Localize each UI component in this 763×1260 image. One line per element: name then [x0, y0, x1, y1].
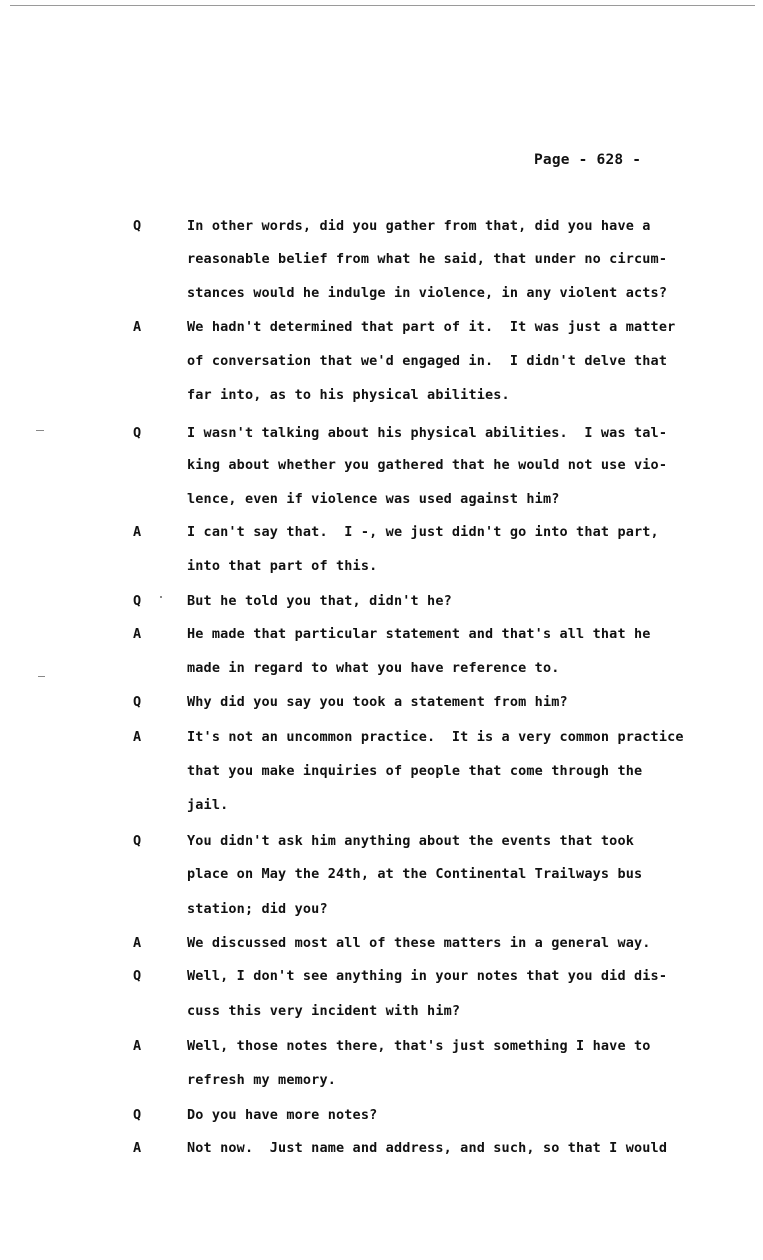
answer-text-line: far into, as to his physical abilities.	[187, 387, 510, 403]
question-marker: Q	[133, 1107, 142, 1123]
answer-text-line: refresh my memory.	[187, 1072, 336, 1088]
question-marker: Q	[133, 218, 142, 234]
question-text-line: I wasn't talking about his physical abilities. I was tal-	[187, 425, 668, 441]
answer-marker: A	[133, 524, 142, 540]
answer-text-line: We discussed most all of these matters in a general way.	[187, 935, 651, 951]
answer-text-line: I can't say that. I -, we just didn't go into that part,	[187, 524, 659, 540]
question-marker: Q	[133, 833, 142, 849]
answer-marker: A	[133, 1140, 142, 1156]
answer-text-line: made in regard to what you have reference to.	[187, 660, 560, 676]
answer-marker: A	[133, 935, 142, 951]
question-marker: Q	[133, 694, 142, 710]
margin-mark	[36, 430, 44, 431]
question-text-line: Why did you say you took a statement from him?	[187, 694, 568, 710]
answer-text-line: of conversation that we'd engaged in. I didn't delve that	[187, 353, 668, 369]
question-text-line: Well, I don't see anything in your notes that you did dis-	[187, 968, 668, 984]
answer-marker: A	[133, 729, 142, 745]
answer-text-line: Well, those notes there, that's just something I have to	[187, 1038, 651, 1054]
answer-text-line: Not now. Just name and address, and such, so that I would	[187, 1140, 668, 1156]
page-number: Page - 628 -	[534, 152, 642, 168]
answer-text-line: He made that particular statement and that's all that he	[187, 626, 651, 642]
question-text-line: stances would he indulge in violence, in any violent acts?	[187, 285, 668, 301]
answer-marker: A	[133, 1038, 142, 1054]
question-text-line: In other words, did you gather from that, did you have a	[187, 218, 651, 234]
answer-text-line: It's not an uncommon practice. It is a very common practice	[187, 729, 684, 745]
question-text-line: station; did you?	[187, 901, 328, 917]
question-text-line: place on May the 24th, at the Continental Trailways bus	[187, 866, 643, 882]
question-marker: Q	[133, 425, 142, 441]
question-marker: Q	[133, 968, 142, 984]
question-text-line: Do you have more notes?	[187, 1107, 378, 1123]
answer-text-line: We hadn't determined that part of it. It was just a matter	[187, 319, 676, 335]
margin-mark	[160, 596, 162, 598]
top-edge-rule	[10, 5, 755, 6]
answer-marker: A	[133, 626, 142, 642]
question-text-line: cuss this very incident with him?	[187, 1003, 461, 1019]
question-text-line: You didn't ask him anything about the events that took	[187, 833, 634, 849]
question-text-line: king about whether you gathered that he would not use vio-	[187, 457, 668, 473]
answer-marker: A	[133, 319, 142, 335]
answer-text-line: that you make inquiries of people that come through the	[187, 763, 643, 779]
answer-text-line: jail.	[187, 797, 229, 813]
margin-mark	[38, 676, 45, 677]
question-text-line: reasonable belief from what he said, that under no circum-	[187, 251, 668, 267]
answer-text-line: into that part of this.	[187, 558, 378, 574]
question-marker: Q	[133, 593, 142, 609]
question-text-line: But he told you that, didn't he?	[187, 593, 452, 609]
question-text-line: lence, even if violence was used against him?	[187, 491, 560, 507]
